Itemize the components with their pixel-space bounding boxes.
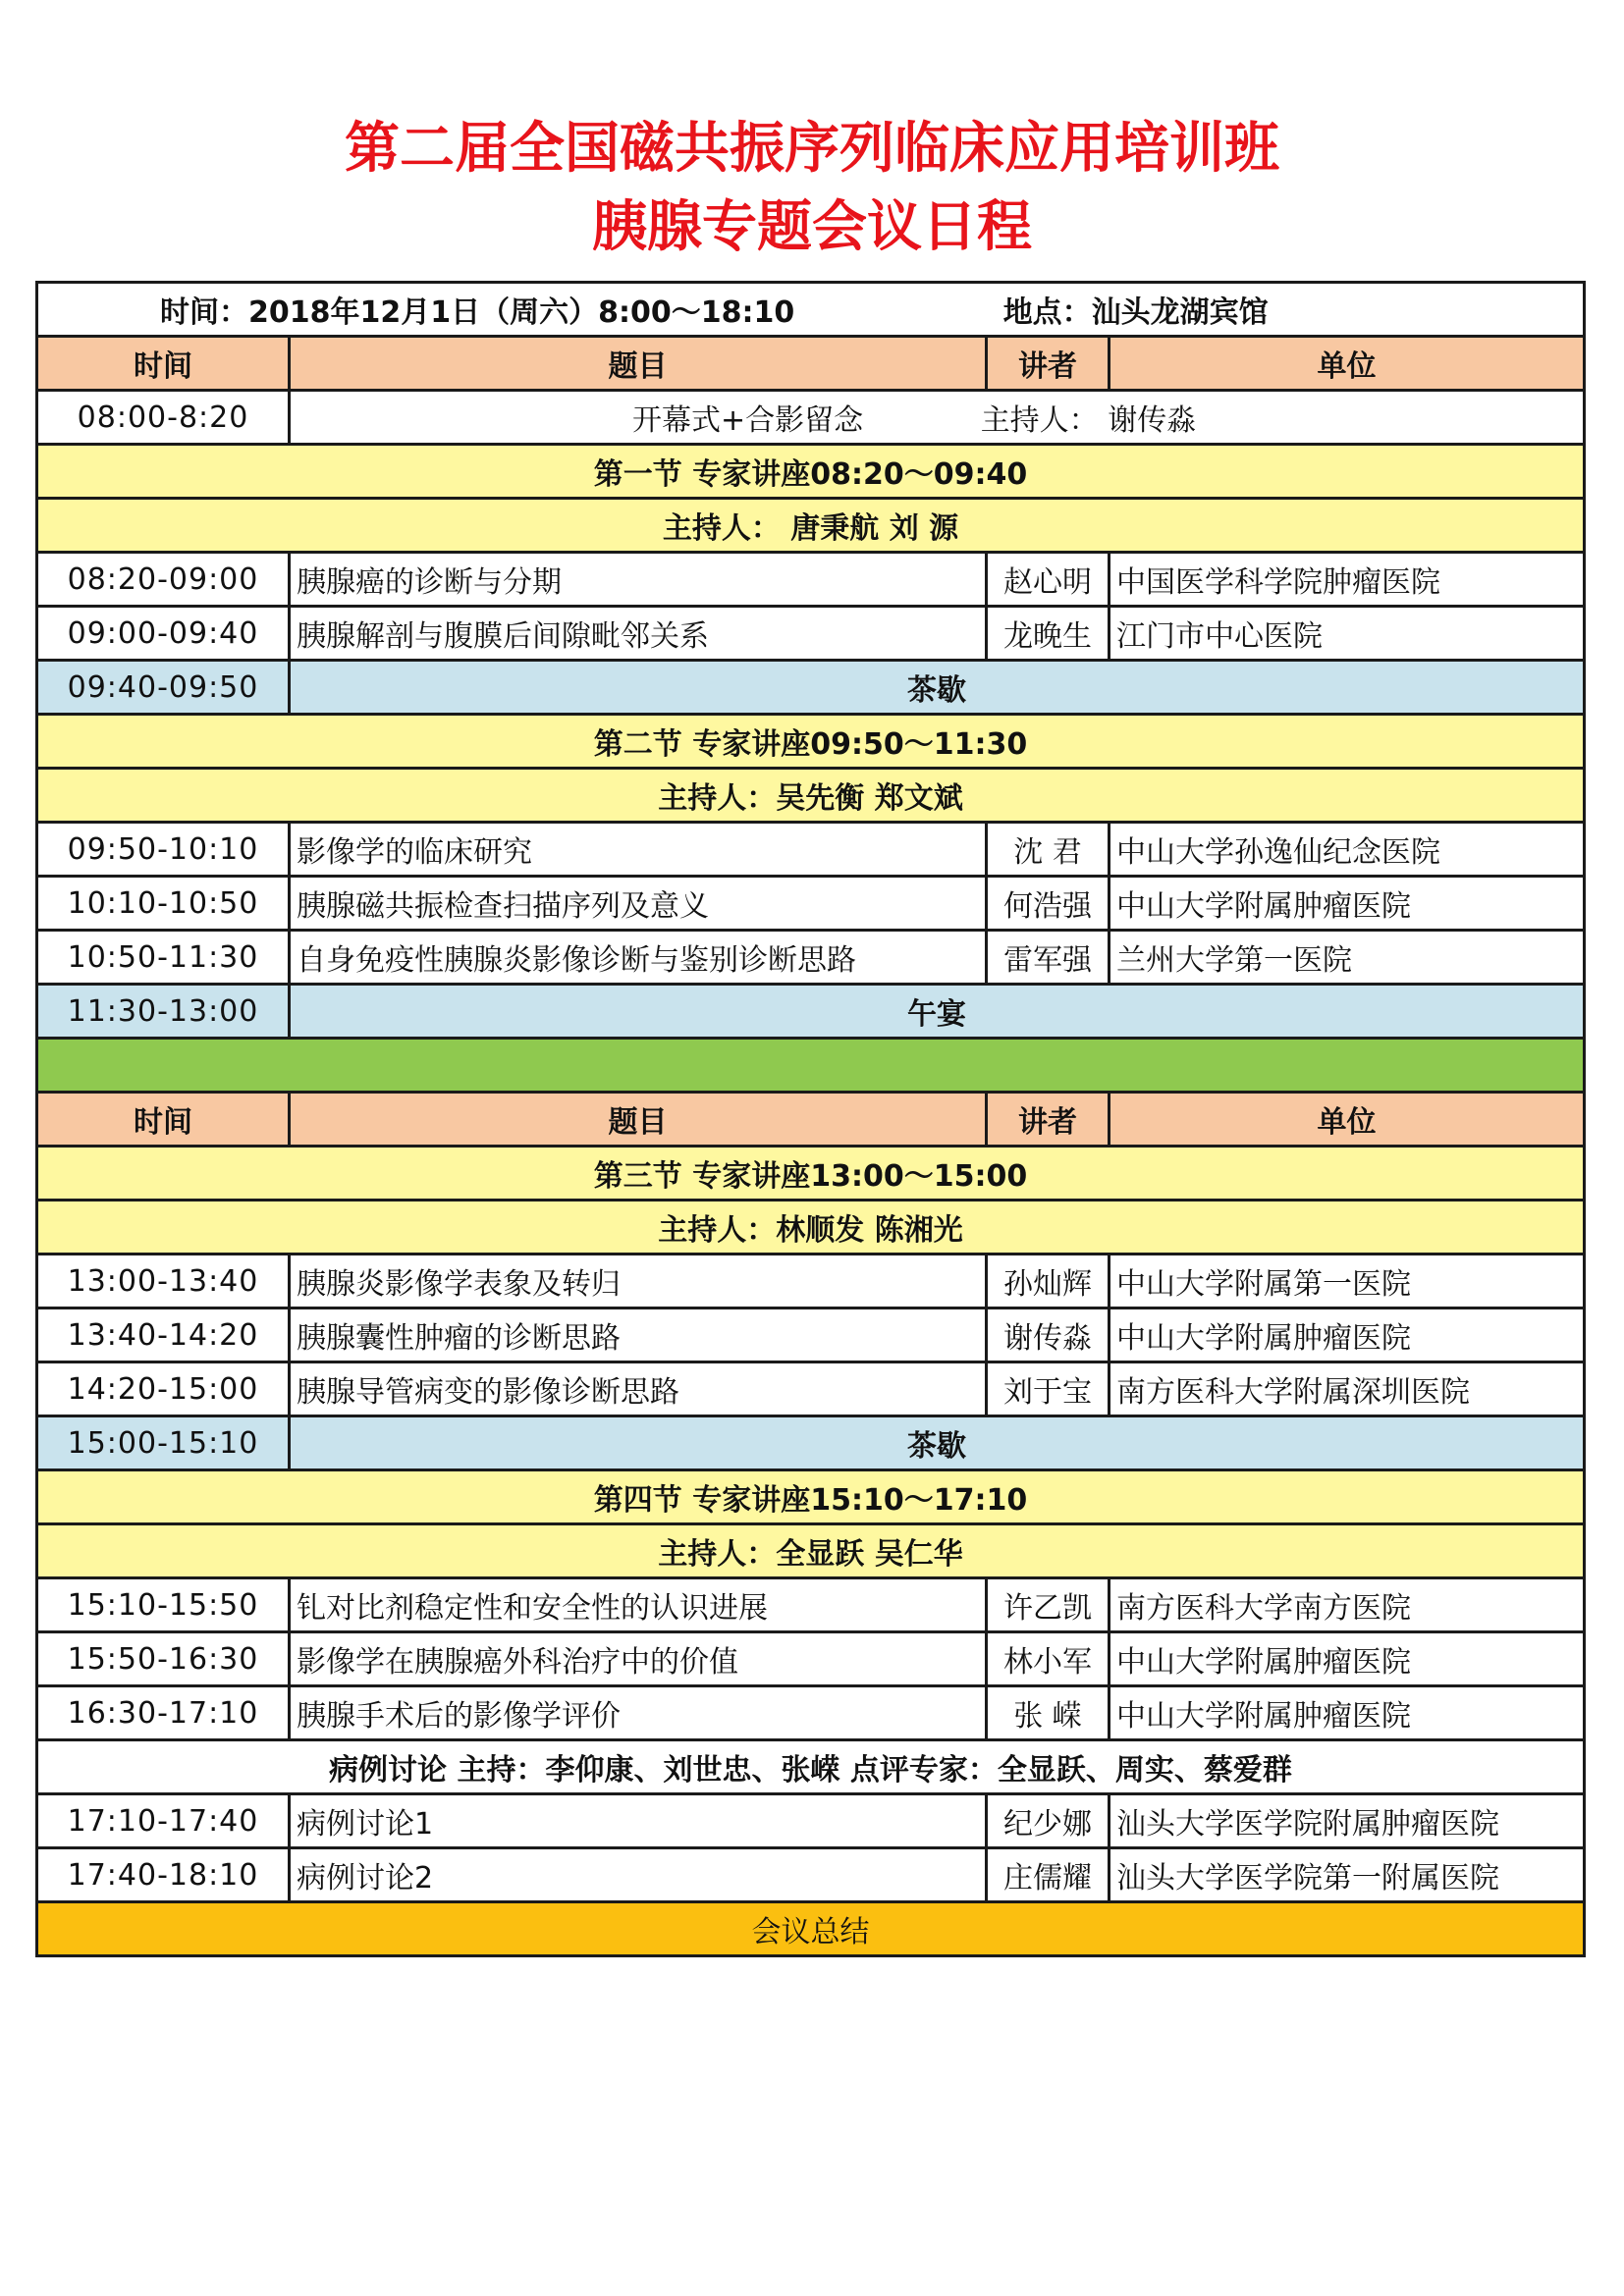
break-time: 15:00-15:10 — [37, 1416, 290, 1470]
table-row — [37, 607, 1585, 661]
opening-time: 08:00-8:20 — [37, 391, 290, 445]
table-row — [37, 1308, 1585, 1362]
table-row — [37, 1578, 1585, 1632]
break-label: 茶歇 — [290, 1416, 1585, 1470]
section-1-host: 主持人： 唐秉航 刘 源 — [37, 499, 1585, 553]
lunch-row — [37, 985, 1585, 1039]
talk-time: 10:10-10:50 — [37, 877, 290, 931]
info-cell — [37, 283, 1585, 337]
talk-unit: 中国医学科学院肿瘤医院 — [1110, 553, 1585, 607]
talk-unit: 汕头大学医学院第一附属医院 — [1110, 1848, 1585, 1902]
talk-topic: 胰腺癌的诊断与分期 — [290, 553, 987, 607]
section-1-host-row — [37, 499, 1585, 553]
talk-speaker: 张 嵘 — [987, 1686, 1110, 1740]
talk-time: 15:50-16:30 — [37, 1632, 290, 1686]
break-row — [37, 661, 1585, 715]
talk-topic: 病例讨论2 — [290, 1848, 987, 1902]
talk-time: 15:10-15:50 — [37, 1578, 290, 1632]
section-2-title-row — [37, 715, 1585, 769]
opening-row — [37, 391, 1585, 445]
table-row — [37, 823, 1585, 877]
talk-speaker: 纪少娜 — [987, 1794, 1110, 1848]
talk-speaker: 赵心明 — [987, 553, 1110, 607]
talk-time: 10:50-11:30 — [37, 931, 290, 985]
break-row — [37, 1416, 1585, 1470]
info-time: 时间：2018年12月1日（周六）8:00～18:10 — [160, 295, 795, 330]
header-unit: 单位 — [1110, 1093, 1585, 1147]
table-row — [37, 1686, 1585, 1740]
talk-time: 09:50-10:10 — [37, 823, 290, 877]
section-4-host: 主持人：全显跃 吴仁华 — [37, 1524, 1585, 1578]
talk-topic: 自身免疫性胰腺炎影像诊断与鉴别诊断思路 — [290, 931, 987, 985]
section-3-host: 主持人：林顺发 陈湘光 — [37, 1201, 1585, 1255]
header-speaker: 讲者 — [987, 337, 1110, 391]
talk-topic: 胰腺解剖与腹膜后间隙毗邻关系 — [290, 607, 987, 661]
schedule-table — [35, 281, 1586, 1957]
table-row — [37, 553, 1585, 607]
page-title: 第二届全国磁共振序列临床应用培训班 — [345, 117, 1279, 181]
section-3-title-row — [37, 1147, 1585, 1201]
talk-topic: 胰腺囊性肿瘤的诊断思路 — [290, 1308, 987, 1362]
talk-speaker: 龙晚生 — [987, 607, 1110, 661]
talk-topic: 胰腺磁共振检查扫描序列及意义 — [290, 877, 987, 931]
talk-topic: 影像学的临床研究 — [290, 823, 987, 877]
section-3-host-row — [37, 1201, 1585, 1255]
talk-time: 08:20-09:00 — [37, 553, 290, 607]
talk-unit: 兰州大学第一医院 — [1110, 931, 1585, 985]
section-4-title: 第四节 专家讲座15:10～17:10 — [37, 1470, 1585, 1524]
talk-topic: 胰腺手术后的影像学评价 — [290, 1686, 987, 1740]
section-4-title-row — [37, 1470, 1585, 1524]
talk-unit: 中山大学附属肿瘤医院 — [1110, 877, 1585, 931]
header-topic: 题目 — [290, 1093, 987, 1147]
header-time: 时间 — [37, 1093, 290, 1147]
talk-topic: 影像学在胰腺癌外科治疗中的价值 — [290, 1632, 987, 1686]
header-time: 时间 — [37, 337, 290, 391]
info-place: 地点：汕头龙湖宾馆 — [1002, 295, 1269, 330]
table-row — [37, 1794, 1585, 1848]
talk-topic: 胰腺导管病变的影像诊断思路 — [290, 1362, 987, 1416]
header-row-2 — [37, 1093, 1585, 1147]
talk-unit: 汕头大学医学院附属肿瘤医院 — [1110, 1794, 1585, 1848]
talk-unit: 南方医科大学南方医院 — [1110, 1578, 1585, 1632]
table-row — [37, 931, 1585, 985]
talk-speaker: 林小军 — [987, 1632, 1110, 1686]
opening-host: 主持人： 谢传淼 — [980, 403, 1197, 438]
table-row — [37, 1362, 1585, 1416]
talk-speaker: 何浩强 — [987, 877, 1110, 931]
talk-time: 09:00-09:40 — [37, 607, 290, 661]
talk-time: 13:40-14:20 — [37, 1308, 290, 1362]
lunch-label: 午宴 — [290, 985, 1585, 1039]
talk-time: 17:10-17:40 — [37, 1794, 290, 1848]
case-discussion-title: 病例讨论 主持：李仰康、刘世忠、张嵘 点评专家：全显跃、周实、蔡爱群 — [37, 1740, 1585, 1794]
talk-unit: 中山大学附属肿瘤医院 — [1110, 1632, 1585, 1686]
talk-time: 13:00-13:40 — [37, 1255, 290, 1308]
header-unit: 单位 — [1110, 337, 1585, 391]
header-row — [37, 337, 1585, 391]
table-row — [37, 1632, 1585, 1686]
divider-row — [37, 1039, 1585, 1093]
talk-speaker: 庄儒耀 — [987, 1848, 1110, 1902]
talk-unit: 中山大学附属肿瘤医院 — [1110, 1308, 1585, 1362]
section-1-title: 第一节 专家讲座08:20～09:40 — [37, 445, 1585, 499]
lunch-time: 11:30-13:00 — [37, 985, 290, 1039]
talk-time: 14:20-15:00 — [37, 1362, 290, 1416]
section-4-host-row — [37, 1524, 1585, 1578]
header-speaker: 讲者 — [987, 1093, 1110, 1147]
talk-unit: 中山大学孙逸仙纪念医院 — [1110, 823, 1585, 877]
talk-speaker: 刘于宝 — [987, 1362, 1110, 1416]
info-row — [37, 283, 1585, 337]
talk-unit: 中山大学附属肿瘤医院 — [1110, 1686, 1585, 1740]
summary-label: 会议总结 — [37, 1902, 1585, 1956]
talk-speaker: 许乙凯 — [987, 1578, 1110, 1632]
talk-speaker: 沈 君 — [987, 823, 1110, 877]
talk-time: 16:30-17:10 — [37, 1686, 290, 1740]
talk-speaker: 雷军强 — [987, 931, 1110, 985]
section-1-title-row — [37, 445, 1585, 499]
break-time: 09:40-09:50 — [37, 661, 290, 715]
talk-unit: 江门市中心医院 — [1110, 607, 1585, 661]
section-2-title: 第二节 专家讲座09:50～11:30 — [37, 715, 1585, 769]
opening-text: 开幕式+合影留念 — [632, 403, 864, 438]
page-subtitle: 胰腺专题会议日程 — [592, 195, 1032, 259]
table-row — [37, 877, 1585, 931]
talk-topic: 胰腺炎影像学表象及转归 — [290, 1255, 987, 1308]
table-row — [37, 1848, 1585, 1902]
talk-topic: 钆对比剂稳定性和安全性的认识进展 — [290, 1578, 987, 1632]
talk-unit: 中山大学附属第一医院 — [1110, 1255, 1585, 1308]
talk-topic: 病例讨论1 — [290, 1794, 987, 1848]
opening-cell — [290, 391, 1585, 445]
case-discussion-row — [37, 1740, 1585, 1794]
summary-row — [37, 1902, 1585, 1956]
talk-time: 17:40-18:10 — [37, 1848, 290, 1902]
talk-speaker: 谢传淼 — [987, 1308, 1110, 1362]
divider-bar — [37, 1039, 1585, 1093]
section-2-host: 主持人：吴先衡 郑文斌 — [37, 769, 1585, 823]
header-topic: 题目 — [290, 337, 987, 391]
break-label: 茶歇 — [290, 661, 1585, 715]
section-2-host-row — [37, 769, 1585, 823]
talk-unit: 南方医科大学附属深圳医院 — [1110, 1362, 1585, 1416]
talk-speaker: 孙灿辉 — [987, 1255, 1110, 1308]
table-row — [37, 1255, 1585, 1308]
section-3-title: 第三节 专家讲座13:00～15:00 — [37, 1147, 1585, 1201]
